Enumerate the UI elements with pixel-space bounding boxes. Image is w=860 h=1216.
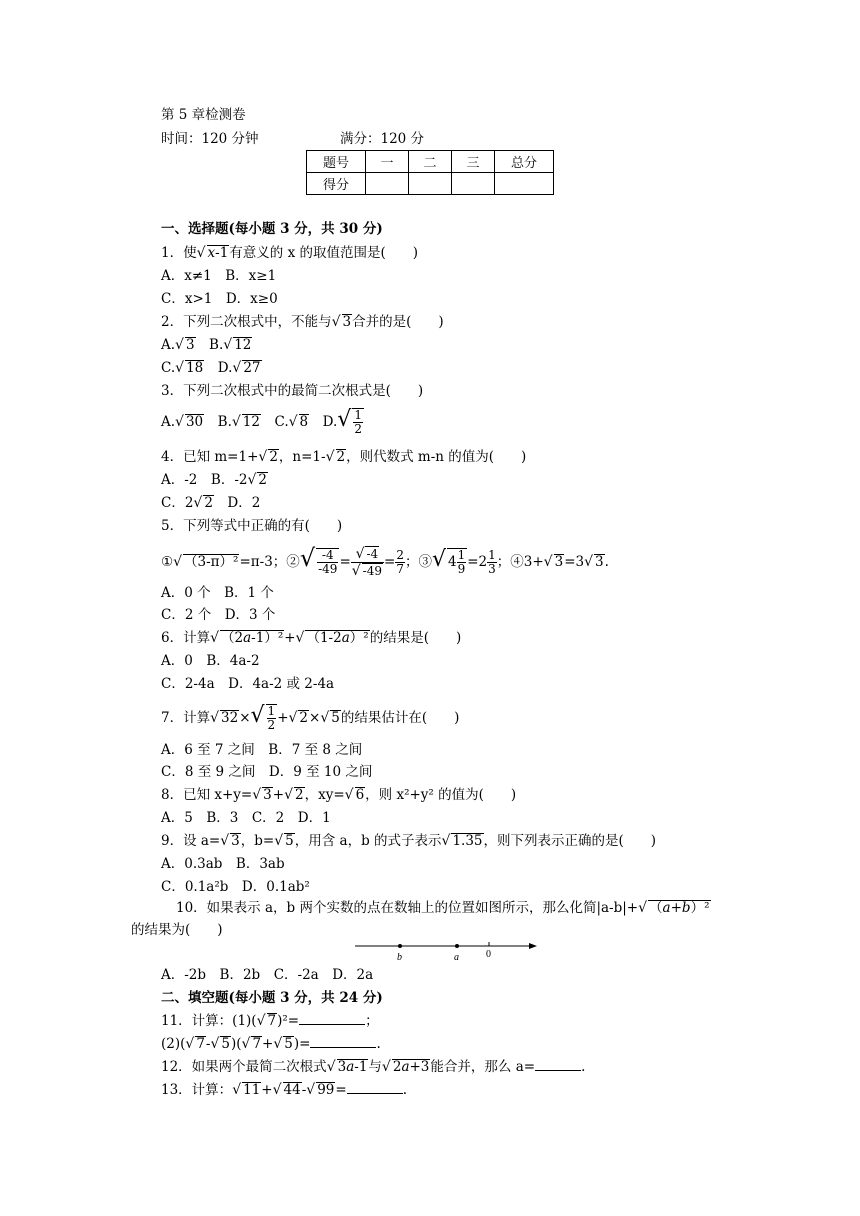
question-12: 12．如果两个最简二次根式√ 3a-1与√ 2a+3能合并，那么 a= . [161,1059,586,1075]
answer-blank[interactable] [535,1070,581,1071]
time-limit: 时间：120 分钟 [161,131,259,147]
question-10-cont: 的结果为( ) [131,922,223,938]
answer-blank[interactable] [299,1024,365,1025]
q8-options: A．5 B．3 C．2 D．1 [161,810,331,826]
q10-options: A．-2b B．2b C．-2a D．2a [161,967,374,983]
score-header-cell: 一 [366,151,409,173]
axis-label-b: b [397,952,402,963]
question-13: 13．计算：√ 11+√ 44-√ 99= . [161,1082,407,1098]
q3-options: A.√ 30 B.√ 12 C.√ 8 D.√ $\frac{1}{2}$ [161,407,362,436]
question-10: 10．如果表示 a，b 两个实数的点在数轴上的位置如图所示，那么化简|a-b|+√ （a+b）² [176,900,710,916]
score-header-cell: 三 [452,151,495,173]
q4-options-ab: A．-2 B．-2√ 2 [161,472,267,488]
q6-options-ab: A．0 B．4a-2 [161,653,260,669]
q9-options-cd: C．0.1a²b D．0.1ab² [161,879,310,895]
q9-options-ab: A．0.3ab B．3ab [161,856,285,872]
question-11-part2: (2)(√ 7-√ 5)(√ 7+√ 5)= . [161,1036,381,1052]
score-row-label: 得分 [307,173,366,195]
question-1: 1．使√ x-1有意义的 x 的取值范围是( ) [161,245,419,261]
section1-title: 一、选择题(每小题 3 分，共 30 分) [161,221,383,237]
q2-options-ab: A.√ 3 B.√ 12 [161,337,252,353]
score-header-cell: 题号 [307,151,366,173]
score-table [306,150,554,195]
question-5: 5．下列等式中正确的有( ) [161,518,343,534]
number-line-figure [353,938,543,966]
q4-options-cd: C．2√ 2 D．2 [161,495,261,511]
score-cell[interactable] [366,173,409,195]
score-header-cell: 二 [409,151,452,173]
question-6: 6．计算√ （2a-1）²+√ （1-2a）²的结果是( ) [161,630,462,646]
score-cell[interactable] [452,173,495,195]
test-title: 第 5 章检测卷 [161,107,246,123]
section2-title: 二、填空题(每小题 3 分，共 24 分) [161,990,383,1006]
q6-options-cd: C．2-4a D．4a-2 或 2-4a [161,676,335,692]
answer-blank[interactable] [310,1047,376,1048]
question-7: 7．计算√ 32×√ $\frac{1}{2}$ +√ 2×√ 5的结果估计在( ) [161,703,460,732]
score-cell[interactable] [495,173,554,195]
q2-options-cd: C.√ 18 D.√ 27 [161,360,261,376]
q1-options-ab: A．x≠1 B．x≥1 [161,268,277,284]
score-header-cell: 总分 [495,151,554,173]
question-3: 3．下列二次根式中的最简二次根式是( ) [161,383,424,399]
question-4: 4．已知 m=1+√ 2，n=1-√ 2，则代数式 m-n 的值为( ) [161,449,527,465]
full-score: 满分：120 分 [340,131,425,147]
q1-options-cd: C．x>1 D．x≥0 [161,291,278,307]
q5-options-cd: C．2 个 D．3 个 [161,607,276,623]
score-cell[interactable] [409,173,452,195]
q5-options-ab: A．0 个 B．1 个 [161,585,274,601]
axis-label-a: a [454,952,459,963]
question-11-part1: 11．计算：(1)(√ 7)²= ； [161,1013,379,1029]
q5-statements: ①√ （3-π）²=π-3；②√ $\frac{-4}{-49}$ = $\frac{√ -4}{√ -49}$ = $\frac{2}{7}$ ；③√ 4 $\frac{1}{9}$ =2 $\frac{1}{3}$ ；④3+√ 3=3√ 3. [161,544,609,579]
q7-options-ab: A．6 至 7 之间 B．7 至 8 之间 [161,742,363,758]
question-8: 8．已知 x+y=√ 3+√ 2，xy=√ 6，则 x²+y² 的值为( ) [161,787,517,803]
axis-label-zero: 0 [486,949,491,960]
question-9: 9．设 a=√ 3，b=√ 5，用含 a，b 的式子表示√ 1.35，则下列表示正确的是( ) [161,833,657,849]
question-2: 2．下列二次根式中，不能与√ 3合并的是( ) [161,314,444,330]
q7-options-cd: C．8 至 9 之间 D．9 至 10 之间 [161,764,373,780]
answer-blank[interactable] [347,1093,403,1094]
